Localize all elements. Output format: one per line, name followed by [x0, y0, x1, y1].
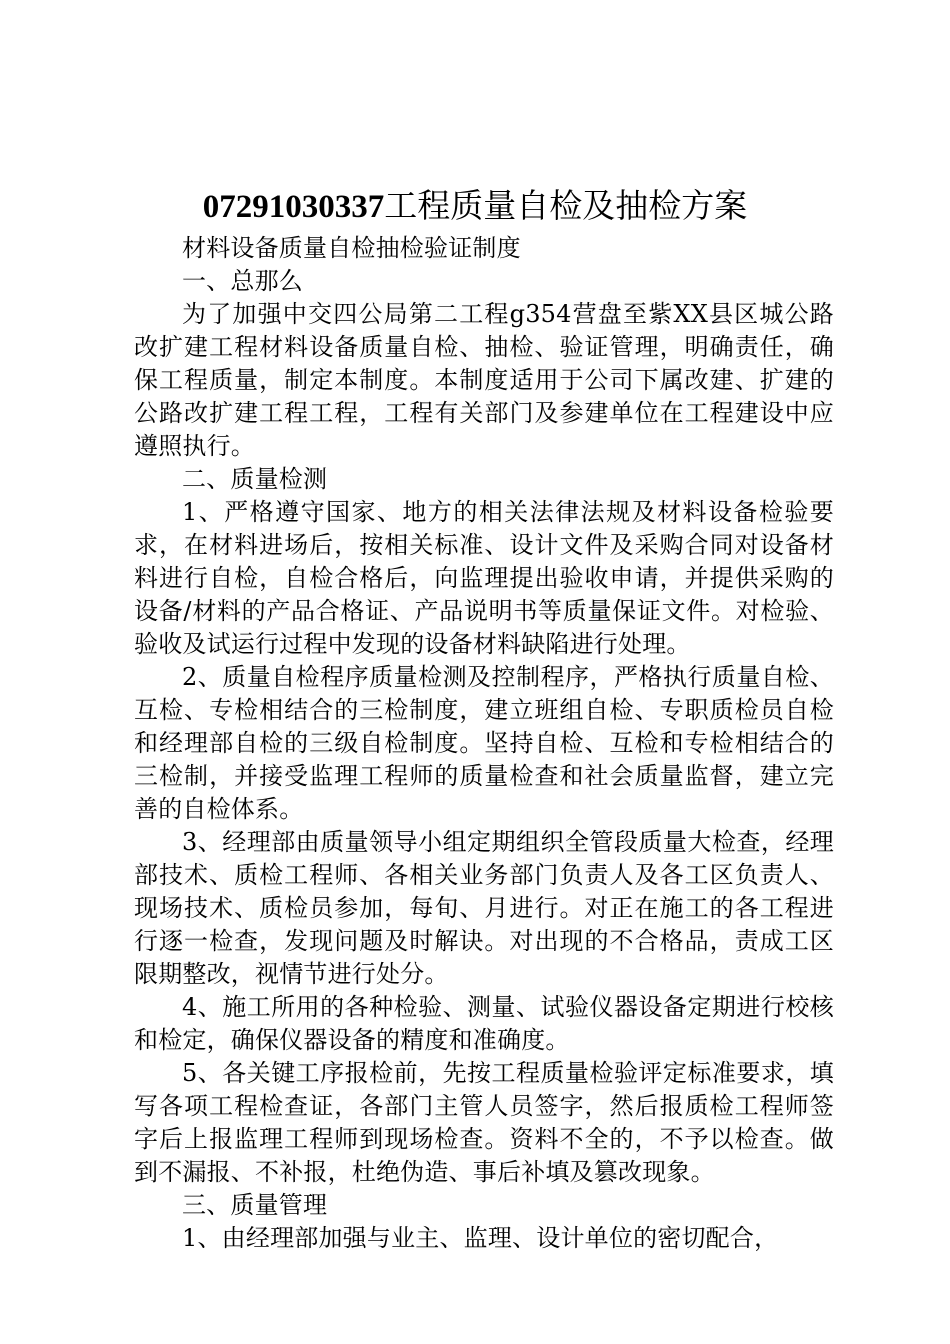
- paragraph-management-item-1: 1、由经理部加强与业主、监理、设计单位的密切配合，: [182, 1224, 779, 1252]
- paragraph-testing-item-2: 2、质量自检程序质量检测及控制程序，严格执行质量自检、互检、专检相结合的三检制度，建立班组自检、专职质检员自检和经理部自检的三级自检制度。坚持自检、互检和专检相结合的三检制，并接受监理工程师的质量检查和社会质量监督，建立完善的自检体系。: [134, 663, 834, 823]
- document-body: [134, 232, 834, 1255]
- section-heading-regulation: 材料设备质量自检抽检验证制度: [182, 234, 521, 262]
- paragraph-purpose: 为了加强中交四公局第二工程g354营盘至紫XX县区城公路改扩建工程材料设备质量自检、抽检、验证管理，明确责任，确保工程质量，制定本制度。本制度适用于公司下属改建、扩建的公路改扩建工程工程，工程有关部门及参建单位在工程建设中应遵照执行。: [134, 300, 834, 460]
- document-title: [0, 182, 950, 231]
- paragraph-testing-item-1: 1、严格遵守国家、地方的相关法律法规及材料设备检验要求，在材料进场后，按相关标准、设计文件及采购合同对设备材料进行自检，自检合格后，向监理提出验收申请，并提供采购的设备/材料的产品合格证、产品说明书等质量保证文件。对检验、验收及试运行过程中发现的设备材料缺陷进行处理。: [134, 498, 834, 658]
- section-heading-quality-management: 三、质量管理: [182, 1191, 328, 1219]
- paragraph-testing-item-5: 5、各关键工序报检前，先按工程质量检验评定标准要求，填写各项工程检查证，各部门主管人员签字，然后报质检工程师签字后上报监理工程师到现场检查。资料不全的，不予以检查。做到不漏报、不补报，杜绝伪造、事后补填及篡改现象。: [134, 1059, 834, 1186]
- title-text: 工程质量自检及抽检方案: [384, 186, 748, 225]
- section-heading-general: 一、总那么: [182, 267, 303, 295]
- paragraph-testing-item-4: 4、施工所用的各种检验、测量、试验仪器设备定期进行校核和检定，确保仪器设备的精度和准确度。: [134, 993, 834, 1054]
- section-heading-quality-testing: 二、质量检测: [182, 465, 328, 493]
- title-number: 07291030337: [202, 189, 385, 225]
- paragraph-testing-item-3: 3、经理部由质量领导小组定期组织全管段质量大检查，经理部技术、质检工程师、各相关业务部门负责人及各工区负责人、现场技术、质检员参加，每旬、月进行。对正在施工的各工程进行逐一检查，发现问题及时解诀。对出现的不合格品，责成工区限期整改，视情节进行处分。: [134, 828, 834, 988]
